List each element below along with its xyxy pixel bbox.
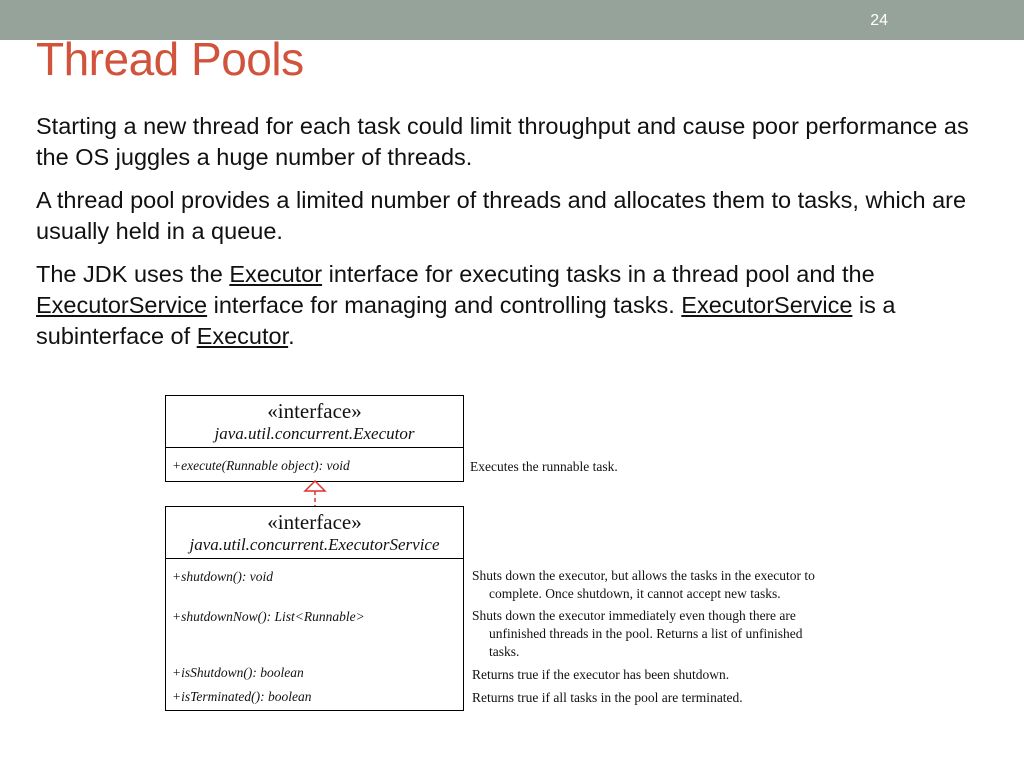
executorservice-class-name: java.util.concurrent.ExecutorService: [189, 535, 440, 554]
shutdownnow-description: [472, 607, 872, 661]
p3-text-3: interface for managing and controlling tasks.: [207, 292, 682, 318]
isshutdown-desc-line1: Returns true if the executor has been shutdown.: [472, 667, 730, 682]
paragraph-2: A thread pool provides a limited number of threads and allocates them to tasks, which are usually held in a queue.: [36, 187, 967, 244]
isterminated-description: [472, 689, 872, 707]
execute-method: +execute(Runnable object): void: [172, 458, 350, 473]
executor-interface-box: [165, 395, 464, 482]
p3-text-1: The JDK uses the: [36, 261, 230, 287]
p3-text-2: interface for executing tasks in a thread pool and the: [322, 261, 875, 287]
executor-class-name: java.util.concurrent.Executor: [214, 424, 415, 443]
shutdownnow-desc-line2: unfinished threads in the pool. Returns a list of unfinished: [489, 626, 803, 641]
slide-title: Thread Pools: [36, 33, 304, 85]
isshutdown-description: [472, 666, 872, 684]
executor-box-header: [166, 396, 463, 448]
p3-text-4: is a subinterface of: [36, 292, 896, 349]
executor-stereotype: «interface»: [267, 399, 362, 423]
slide-body: [36, 111, 996, 364]
isterminated-desc-line1: Returns true if all tasks in the pool are terminated.: [472, 690, 743, 705]
executorservice-term-2: ExecutorService: [681, 292, 853, 318]
isshutdown-method: +isShutdown(): boolean: [172, 665, 304, 680]
shutdownnow-desc-line1: Shuts down the executor immediately even though there are: [472, 608, 796, 623]
executorservice-interface-box: [165, 506, 464, 711]
page-number: 24: [870, 12, 888, 29]
paragraph-1: Starting a new thread for each task could limit throughput and cause poor performance as the OS juggles a huge number of threads.: [36, 113, 969, 170]
arrow-head-icon: [305, 481, 325, 491]
shutdown-desc-line2: complete. Once shutdown, it cannot accept new tasks.: [489, 586, 781, 601]
paragraph-3: [36, 259, 996, 352]
shutdown-description: [472, 567, 872, 603]
shutdown-method: +shutdown(): void: [172, 569, 273, 584]
executorservice-box-header: [166, 507, 463, 559]
shutdownnow-desc-line3: tasks.: [489, 644, 520, 659]
executorservice-stereotype: «interface»: [267, 510, 362, 534]
p3-text-5: .: [288, 323, 295, 349]
executor-term-2: Executor: [196, 323, 289, 349]
isterminated-method: +isTerminated(): boolean: [172, 689, 312, 704]
execute-description: Executes the runnable task.: [470, 459, 618, 474]
shutdown-desc-line1: Shuts down the executor, but allows the tasks in the executor to: [472, 568, 815, 583]
shutdownnow-method: +shutdownNow(): List<Runnable>: [172, 609, 365, 624]
executor-term: Executor: [229, 261, 323, 287]
executorservice-term: ExecutorService: [36, 292, 208, 318]
